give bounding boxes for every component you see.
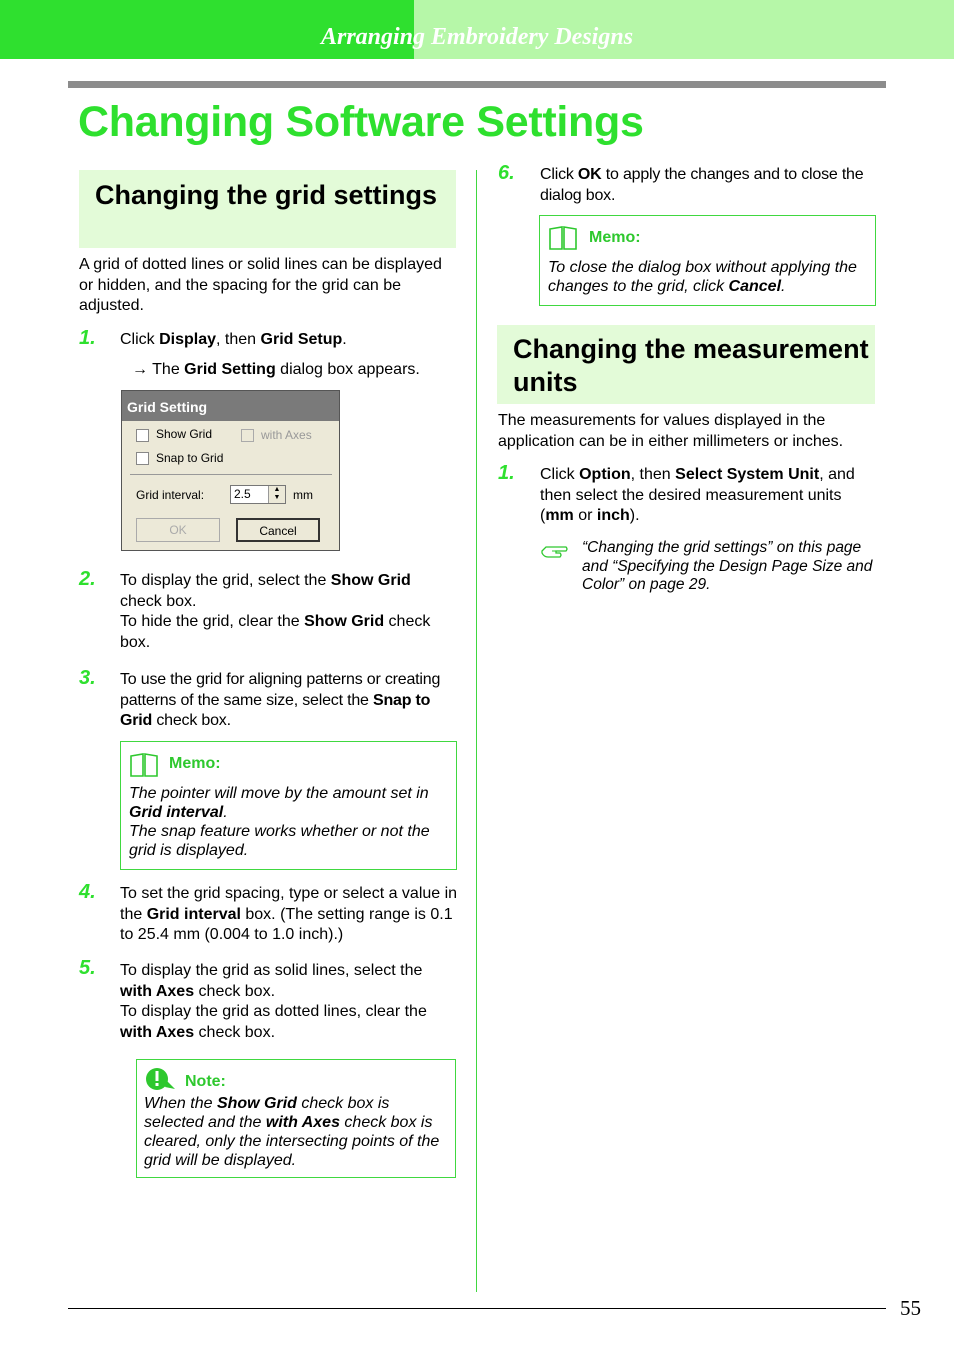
grid-interval-value: 2.5	[234, 487, 251, 501]
note-box	[136, 1059, 456, 1178]
memo-box	[120, 741, 457, 870]
grid-intro: A grid of dotted lines or solid lines can be displayed or hidden, and the spacing for the grid can be adjusted.	[79, 256, 442, 314]
step-number: 5.	[79, 957, 96, 979]
spin-arrows-icon[interactable]: ▲ ▼	[268, 486, 285, 503]
grid-interval-spinner[interactable]	[230, 485, 286, 504]
dialog-titlebar: Grid Setting	[122, 391, 339, 421]
cancel-button[interactable]: Cancel	[236, 518, 320, 542]
unit-label: mm	[293, 488, 313, 502]
show-grid-checkbox[interactable]	[136, 429, 149, 442]
section-title-units: Changing the measurement units	[513, 334, 869, 397]
column-divider	[476, 170, 477, 1292]
memo-text: To close the dialog box without applying the changes to the grid, click Cancel.	[548, 259, 857, 295]
step-number: 1.	[498, 462, 515, 484]
bottom-rule	[68, 1308, 886, 1309]
grid-interval-label: Grid interval:	[136, 488, 205, 502]
book-icon	[548, 225, 578, 251]
cross-reference[interactable]: “Changing the grid settings” on this page and “Specifying the Design Page Size and Color” on page 29.	[582, 539, 873, 593]
top-rule	[68, 81, 886, 88]
step-1-result: → The Grid Setting dialog box appears.	[132, 361, 420, 378]
pointing-hand-icon	[540, 541, 570, 561]
step-number: 1.	[79, 327, 96, 349]
section-header-units	[497, 325, 875, 404]
step-number: 6.	[498, 162, 515, 184]
page-title: Changing Software Settings	[78, 98, 644, 146]
section-title-grid: Changing the grid settings	[95, 180, 437, 210]
chapter-title: Arranging Embroidery Designs	[320, 24, 634, 50]
step-number: 4.	[79, 881, 96, 903]
page-number: 55	[900, 1296, 921, 1320]
memo-label: Memo:	[589, 229, 641, 246]
note-icon	[145, 1067, 177, 1091]
section-header-grid	[79, 170, 456, 248]
book-icon	[129, 752, 159, 778]
step-2-text: To display the grid, select the Show Grid check box. To hide the grid, clear the Show Grid check box.	[120, 572, 431, 651]
step-1-text: Click Display, then Grid Setup.	[120, 331, 347, 348]
step-4-text: To set the grid spacing, type or select a value in the Grid interval box. (The setting range is 0.1 to 25.4 mm (0.004 to 1.0 inch).)	[120, 885, 458, 943]
with-axes-checkbox[interactable]	[241, 429, 254, 442]
snap-to-grid-label: Snap to Grid	[156, 451, 224, 465]
step-number: 3.	[79, 667, 96, 689]
units-step-1-text: Click Option, then Select System Unit, and then select the desired measurement units (mm or inch).	[540, 466, 855, 524]
note-label: Note:	[185, 1073, 226, 1090]
show-grid-label: Show Grid	[156, 427, 213, 441]
dialog-divider	[130, 474, 332, 475]
memo-text: The pointer will move by the amount set in Grid interval. The snap feature works whether or not the grid is displayed.	[129, 785, 430, 859]
memo-label: Memo:	[169, 755, 221, 772]
snap-to-grid-checkbox[interactable]	[136, 452, 149, 465]
grid-setting-dialog	[121, 390, 340, 551]
with-axes-label: with Axes	[261, 428, 312, 442]
ok-button[interactable]: OK	[136, 518, 220, 542]
memo-box	[539, 215, 876, 306]
units-intro: The measurements for values displayed in the application can be in either millimeters or inches.	[498, 412, 844, 450]
step-6-text: Click OK to apply the changes and to close the dialog box.	[540, 166, 864, 204]
note-text: When the Show Grid check box is selected and the with Axes check box is cleared, only the intersecting points of the grid will be displayed.	[144, 1095, 440, 1169]
step-3-text: To use the grid for aligning patterns or creating patterns of the same size, select the Snap to Grid check box.	[120, 671, 441, 729]
step-5-text: To display the grid as solid lines, select the with Axes check box. To display the grid as dotted lines, clear the with Axes check box.	[120, 962, 427, 1041]
step-number: 2.	[79, 568, 96, 590]
